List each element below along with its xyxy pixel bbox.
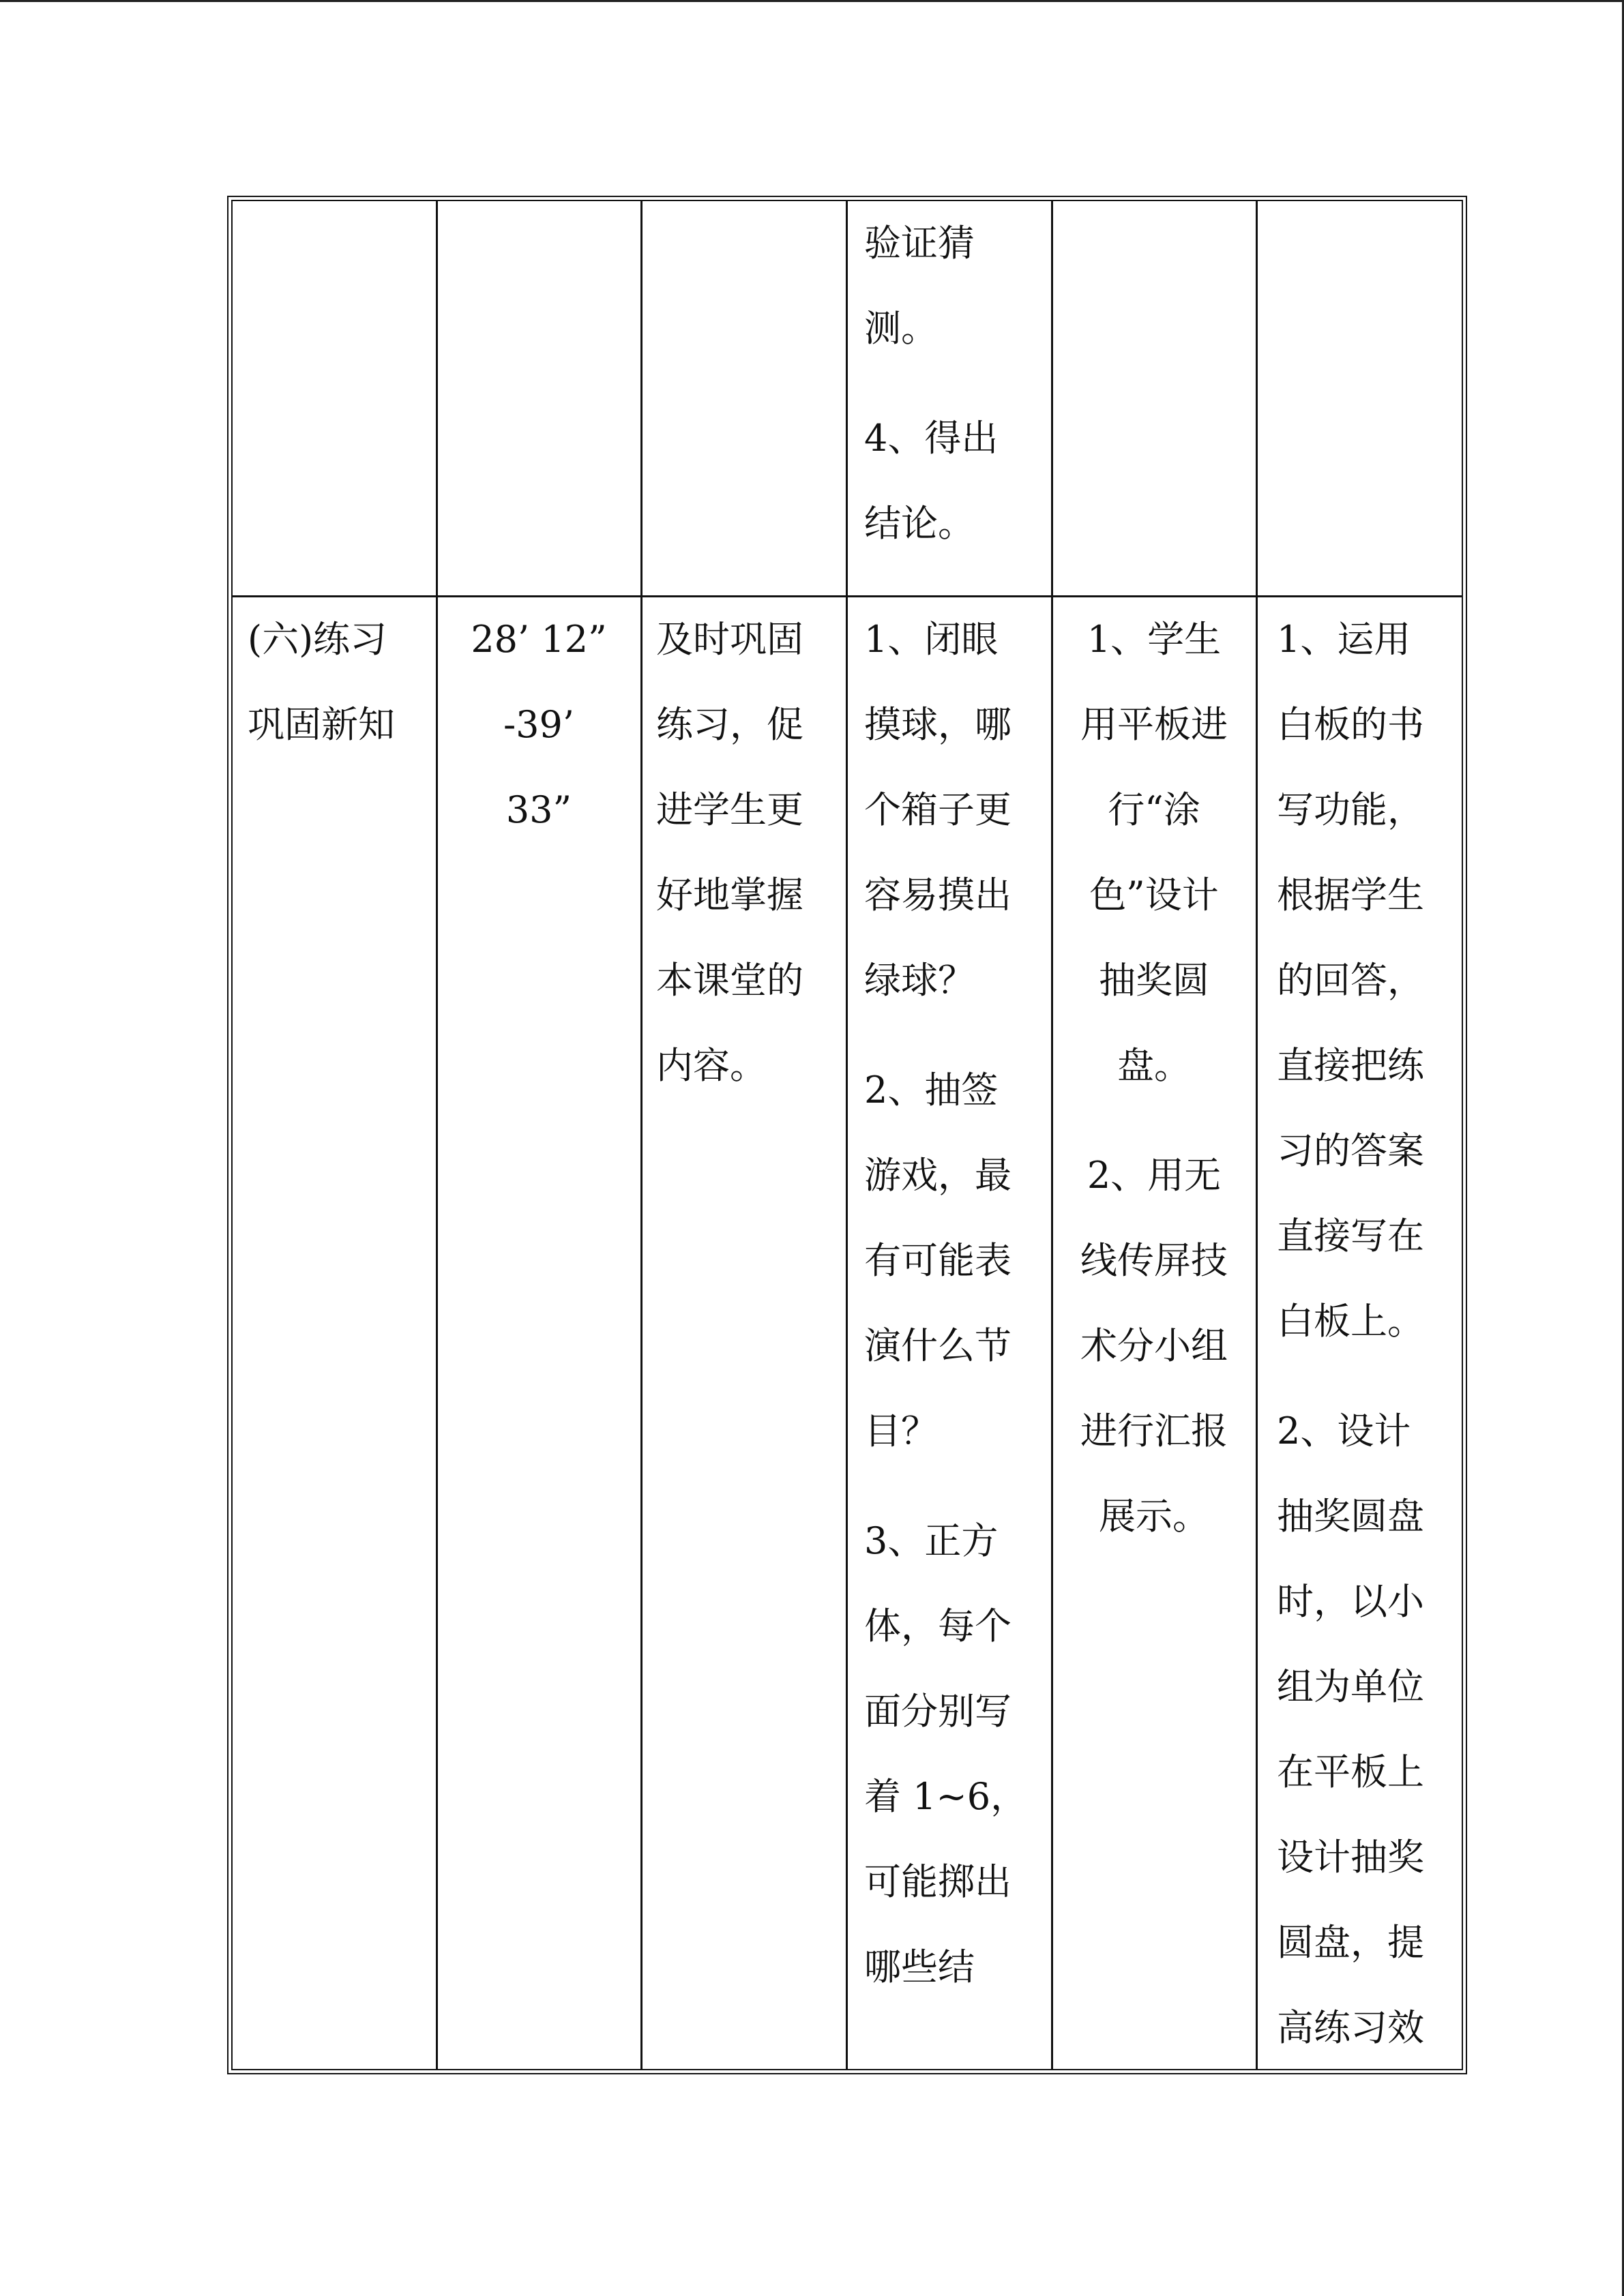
text-line: 本课堂的 — [656, 959, 803, 1002]
text-line: 色”设计 — [1089, 874, 1219, 916]
text-line: 的回答， — [1277, 959, 1424, 1002]
cell-paragraph — [864, 200, 1049, 371]
text-line: 及时巩固 — [656, 618, 803, 661]
text-line: 盘。 — [1117, 1044, 1191, 1087]
text-line: 哪些结 — [864, 1945, 975, 1988]
text-line: 目？ — [864, 1410, 938, 1452]
text-line: 根据学生 — [1277, 874, 1424, 916]
text-line: 4、得出 — [864, 417, 999, 460]
text-line: 直接把练 — [1277, 1044, 1424, 1087]
text-line: 容易摸出 — [864, 874, 1012, 916]
text-line: (六)练习 — [248, 618, 387, 661]
text-line: 圆盘，提 — [1277, 1921, 1424, 1964]
cell-paragraph — [1052, 597, 1256, 1108]
cell-paragraph — [656, 597, 844, 1108]
text-line: 2、抽签 — [864, 1069, 999, 1112]
text-line: 1、学生 — [1087, 618, 1222, 661]
text-line: 进学生更 — [656, 788, 803, 831]
text-line: 组为单位 — [1277, 1665, 1424, 1708]
cell-paragraph — [437, 597, 641, 852]
text-line: 习的答案 — [1277, 1129, 1424, 1172]
cell-paragraph — [248, 597, 434, 767]
text-line: 设计抽奖 — [1277, 1836, 1424, 1879]
text-line: 抽奖圆 — [1099, 959, 1209, 1002]
text-line: 2、用无 — [1087, 1154, 1222, 1197]
text-line: 面分别写 — [864, 1690, 1012, 1733]
text-line: 体，每个 — [864, 1605, 1012, 1648]
text-line: 展示。 — [1099, 1495, 1209, 1538]
cell-paragraph — [864, 1498, 1049, 2010]
text-line: 验证猜 — [864, 222, 975, 265]
text-line: 好地掌握 — [656, 874, 803, 916]
text-line: 测。 — [864, 307, 938, 350]
cell-goal — [656, 597, 844, 1133]
text-line: 有可能表 — [864, 1239, 1012, 1282]
cell-paragraph — [864, 597, 1049, 1023]
text-line: 1、运用 — [1277, 618, 1411, 661]
text-line: 内容。 — [656, 1044, 767, 1087]
text-line: 进行汇报 — [1080, 1410, 1228, 1452]
text-line: 用平板进 — [1080, 703, 1228, 746]
text-line: 巩固新知 — [248, 703, 395, 746]
text-line: 术分小组 — [1080, 1324, 1228, 1367]
text-line: 线传屏技 — [1080, 1239, 1228, 1282]
text-line: 可能掷出 — [864, 1860, 1012, 1903]
text-line: 28’ 12” — [471, 618, 607, 661]
text-line: 抽奖圆盘 — [1277, 1495, 1424, 1538]
text-line: 在平板上 — [1277, 1750, 1424, 1793]
cell-paragraph — [864, 396, 1049, 566]
text-line: 练习，促 — [656, 703, 803, 746]
cell-paragraph — [1277, 1388, 1460, 2070]
text-line: 结论。 — [864, 502, 975, 545]
cell-time — [437, 597, 641, 877]
column-divider — [846, 200, 848, 2070]
cell-paragraph — [864, 1047, 1049, 1474]
text-line: 1、闭眼 — [864, 618, 999, 661]
cell-paragraph — [1277, 597, 1460, 1364]
text-line: 写功能， — [1277, 788, 1424, 831]
text-line: 个箱子更 — [864, 788, 1012, 831]
text-line: -39’ — [503, 703, 575, 746]
cell-paragraph — [1052, 1133, 1256, 1559]
text-line: 绿球？ — [864, 959, 975, 1002]
column-divider — [640, 200, 643, 2070]
cell-stage — [248, 597, 434, 792]
text-line: 着 1~6， — [864, 1775, 1028, 1818]
text-line: 时，以小 — [1277, 1580, 1424, 1623]
text-line: 白板上。 — [1277, 1300, 1424, 1343]
cell-activities — [864, 200, 1049, 591]
text-line: 2、设计 — [1277, 1410, 1411, 1452]
text-line: 摸球，哪 — [864, 703, 1012, 746]
text-line: 3、正方 — [864, 1519, 999, 1562]
cell-student — [1052, 597, 1256, 1583]
column-divider — [436, 200, 438, 2070]
cell-tech — [1277, 597, 1460, 2095]
text-line: 游戏，最 — [864, 1154, 1012, 1197]
text-line: 高练习效 — [1277, 2006, 1424, 2049]
text-line: 行“涂 — [1108, 788, 1200, 831]
text-line: 33” — [505, 788, 572, 831]
text-line: 演什么节 — [864, 1324, 1012, 1367]
text-line: 直接写在 — [1277, 1214, 1424, 1257]
text-line: 白板的书 — [1277, 703, 1424, 746]
page-top-edge — [0, 0, 1624, 2]
cell-activities — [864, 597, 1049, 2034]
